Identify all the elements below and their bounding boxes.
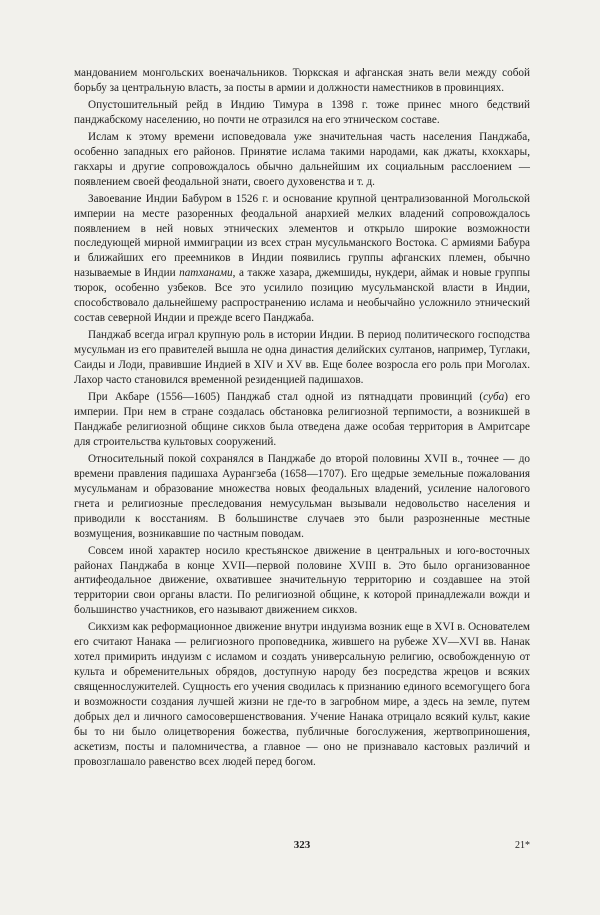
- text-run: Сикхизм как реформационное движение внутри индуизма возник еще в XVI в. Основателем его считают Нанака — религиозного проповедника, жившего на рубеже XV—XVI вв. Нанак хотел примирить индуизм с исламом и создать универсальную религию, освобожденную от культа и обременительных обрядов, доступную народу без посредства жрецов и всяких священнослужителей. Сущность его учения сводилась к признанию единого всемогущего бога и возможности создания лучшей жизни не где-то в загробном мире, а здесь на земле, путем добрых дел и личного самосовершенствования. Учение Нанака отрицало всякий культ, какие бы то ни было олицетворения божества, публичные богослужения, жертвоприношения, аскетизм, посты и паломничества, а главное — оно не признавало кастовых различий и провозглашало равенство всех людей перед богом.: [74, 621, 530, 768]
- text-run: Ислам к этому времени исповедовала уже значительная часть населения Панджаба, особенно западных его районов. Принятие ислама такими народами, как джаты, кхокхары, гакхары и другие сопровождалось обычно дальнейшим их социальным расслоением — появлением своей феодальной знати, своего духовенства и т. д.: [74, 130, 530, 188]
- paragraph: [74, 98, 530, 128]
- page-footer: [74, 839, 530, 855]
- text-run: Относительный покой сохранялся в Панджабе до второй половины XVII в., точнее — до времени правления падишаха Аурангзеба (1658—1707). Его щедрые земельные пожалования мусульманам и образование множества новых феодальных владений, усиление налогового гнета и религиозные преследования немусульман вызывали недовольство населения и приводили к восстаниям. В большинстве случаев это были разрозненные местные возмущения, возникавшие по частным поводам.: [74, 452, 530, 540]
- text-run: Опустошительный рейд в Индию Тимура в 1398 г. тоже принес много бедствий панджабскому населению, но почти не отразился на его этническом составе.: [74, 98, 530, 126]
- text-run: , а также хазара, джемшиды, нукдери, аймак и новые группы тюрок, особенно узбеков. Все это усилило позицию мусульманской власти в Индии, способствовало дальнейшему распространению ислама и необычайно усложнило этнический состав северной Индии и прежде всего Панджаба.: [74, 267, 530, 325]
- signature-mark: 21*: [515, 840, 530, 851]
- paragraph: [74, 452, 530, 542]
- paragraph: [74, 620, 530, 770]
- paragraph: [74, 328, 530, 388]
- text-run: мандованием монгольских военачальников. Тюркская и афганская знать вели между собой борьбу за центральную власть, за посты в армии и должности наместников в провинциях.: [74, 67, 530, 94]
- paragraph: [74, 544, 530, 619]
- italic-term: патханами: [179, 267, 233, 280]
- text-run: При Акбаре (1556—1605) Панджаб стал одной из пятнадцати провинций (: [88, 391, 484, 404]
- paragraph: [74, 66, 530, 96]
- paragraph: [74, 390, 530, 450]
- text-run: Совсем иной характер носило крестьянское движение в центральных и юго-восточных районах Панджаба в конце XVII—первой половине XVIII в. Это было организованное антифеодальное движение, охватившее значительную территорию и создавшее на этой территории свои органы власти. По религиозной общине, к которой принадлежали вожди и большинство участников, его называют движением сикхов.: [74, 544, 530, 617]
- text-run: ) его империи. При нем в стране создалась обстановка религиозной терпимости, а возникшей в Панджабе религиозной общине сикхов была отведена даже особая территория в Амритсаре для строительства культовых сооружений.: [74, 391, 530, 448]
- paragraph: [74, 130, 530, 190]
- text-run: Завоевание Индии Бабуром в 1526 г. и основание крупной централизованной Могольской империи на месте разоренных феодальной анархией мелких владений сопровождалось появлением в ней новых этнических элементов и открыло широкие возможности последующей мирной иммиграции из всех стран мусульманского Востока. С армиями Бабура и ближайших его преемников в Индии появились группы афганских племен, обычно называемые в Индии: [74, 192, 530, 280]
- paragraph: [74, 192, 530, 327]
- page-body: [74, 66, 530, 772]
- page-number: 323: [293, 839, 311, 851]
- italic-term: суба: [483, 391, 505, 404]
- text-run: Панджаб всегда играл крупную роль в истории Индии. В период политического господства мусульман из его правителей вышла не одна династия делийских султанов, например, Туглаки, Саиды и Лоди, правившие Индией в XIV и XV вв. Еще более возросла его роль при Моголах. Лахор часто становился временной резиденцией падишахов.: [74, 329, 530, 387]
